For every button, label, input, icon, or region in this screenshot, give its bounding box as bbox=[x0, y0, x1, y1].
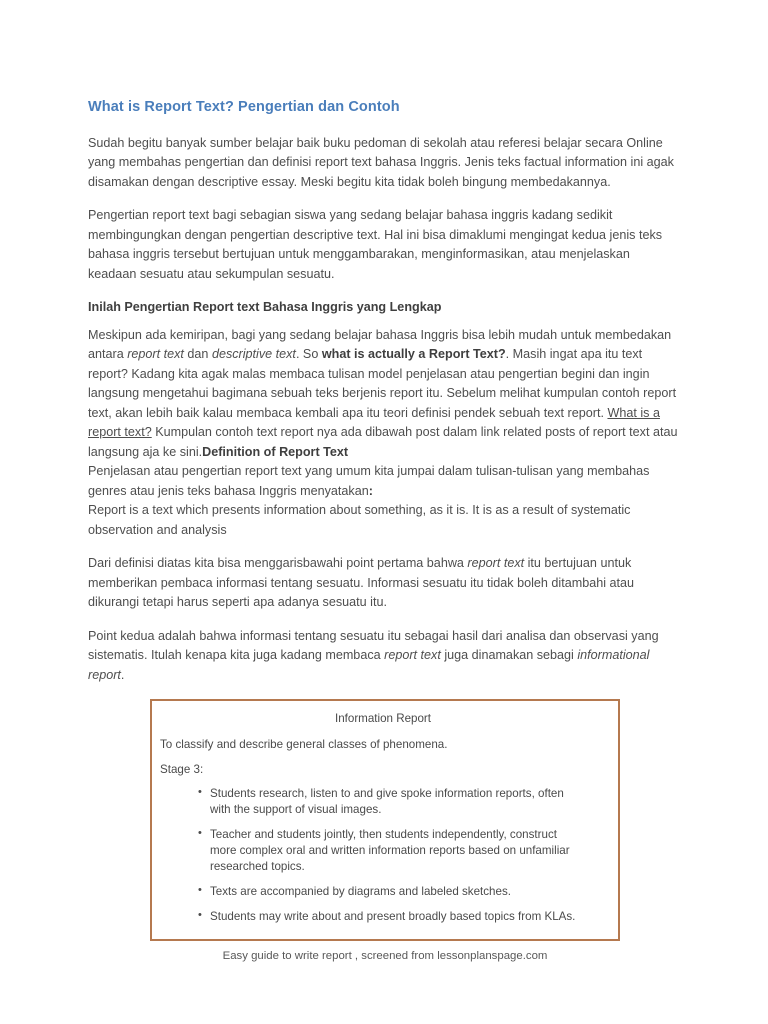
text-segment: . Masih ingat apa itu text report? Kadang kita agak malas membaca tulisan model penjelasan atau pengertian begini dan ingin langsung mengetahui bagimana sebuah teks berjenis report itu. Sebelum melihat kumpulan contoh report text, akan lebih baik kalau membaca kembali apa itu teori definisi pendek sebuah text report. bbox=[88, 347, 677, 420]
section-subheading: Inilah Pengertian Report text Bahasa Inggris yang Lengkap bbox=[88, 300, 442, 315]
emphasis-report-text: report text bbox=[384, 648, 441, 663]
paragraph-point-one bbox=[88, 554, 680, 613]
emphasis-informational-report: informational report bbox=[88, 648, 650, 682]
information-report-title: Information Report bbox=[334, 712, 432, 726]
strong-definition-of-report-text: Definition of Report Text bbox=[202, 444, 349, 459]
text-segment: . So bbox=[295, 347, 322, 362]
information-report-figure bbox=[150, 699, 620, 964]
emphasis-report-text: report text bbox=[127, 347, 184, 362]
paragraph-report-definition-quote: Report is a text which presents information about something, as it is. It is as a result of systematic observation and analysis bbox=[88, 503, 631, 537]
list-item: • Teacher and students jointly, then students independently, construct more complex oral and written information reports based on unfamiliar researched topics. bbox=[198, 827, 578, 875]
text-segment: Dari definisi diatas kita bisa menggarisbawahi point pertama bahwa bbox=[88, 556, 468, 571]
page-title: What is Report Text? Pengertian dan Contoh bbox=[88, 99, 400, 115]
document-content bbox=[88, 98, 680, 965]
emphasis-descriptive-text: descriptive text bbox=[211, 347, 296, 362]
emphasis-report-text: report text bbox=[467, 556, 525, 571]
colon-mark: : bbox=[368, 483, 373, 498]
paragraph-definition-lead bbox=[88, 326, 680, 463]
strong-what-is-report-text: what is actually a Report Text? bbox=[321, 347, 506, 362]
text-segment: Meskipun ada kemiripan, bagi yang sedang belajar bahasa Inggris bisa lebih mudah untuk membedakan antara bbox=[88, 327, 672, 362]
paragraph-definition-intro bbox=[88, 462, 680, 501]
text-segment: itu bertujuan untuk memberikan pembaca informasi tentang sesuatu. Informasi sesuatu itu tidak boleh ditambahi atau dikurangi tetapi harus seperti apa adanya sesuatu itu. bbox=[88, 556, 635, 610]
text-segment: Kumpulan contoh text report nya ada dibawah post dalam link related posts of report text atau langsung aja ke sini. bbox=[88, 425, 678, 459]
paragraph-intro-2: Pengertian report text bagi sebagian siswa yang sedang belajar bahasa inggris kadang sedikit membingungkan dengan pengertian descriptive text. Hal ini bisa dimaklumi mengingat kedua jenis teks bahasa inggris tersebut bertujuan untuk menggambarakan, menginformasikan, atau menjelaskan keadaan sesuatu atau sekumpulan sesuatu. bbox=[88, 208, 663, 281]
information-report-purpose: To classify and describe general classes of phenomena. bbox=[160, 737, 448, 751]
information-report-box bbox=[150, 699, 620, 940]
list-item: • Students research, listen to and give spoke information reports, often with the support of visual images. bbox=[198, 786, 578, 818]
list-item: • Texts are accompanied by diagrams and labeled sketches. bbox=[198, 884, 578, 900]
information-report-bullet-list bbox=[160, 786, 606, 925]
text-segment: Penjelasan atau pengertian report text yang umum kita jumpai dalam tulisan-tulisan yang membahas genres atau jenis teks bahasa Inggris menyatakan bbox=[88, 464, 650, 498]
information-report-stage-label: Stage 3: bbox=[160, 763, 204, 777]
paragraph-intro-1: Sudah begitu banyak sumber belajar baik buku pedoman di sekolah atau referesi belajar secara Online yang membahas pengertian dan definisi report text bahasa Inggris. Jenis teks factual information ini agak disamakan dengan descriptive essay. Meski begitu kita tidak boleh bingung membedakannya. bbox=[88, 135, 674, 189]
text-segment: juga dinamakan sebagi bbox=[440, 648, 578, 663]
figure-caption: Easy guide to write report , screened from lessonplanspage.com bbox=[222, 949, 548, 962]
list-item: • Students may write about and present broadly based topics from KLAs. bbox=[198, 909, 578, 925]
text-segment: . bbox=[120, 667, 125, 682]
text-segment: dan bbox=[183, 347, 212, 362]
text-segment: Point kedua adalah bahwa informasi tentang sesuatu itu sebagai hasil dari analisa dan observasi yang sistematis. Itulah kenapa kita juga kadang membaca bbox=[88, 628, 659, 663]
link-what-is-a-report-text[interactable]: What is a report text? bbox=[88, 405, 660, 440]
paragraph-point-two bbox=[88, 627, 680, 686]
